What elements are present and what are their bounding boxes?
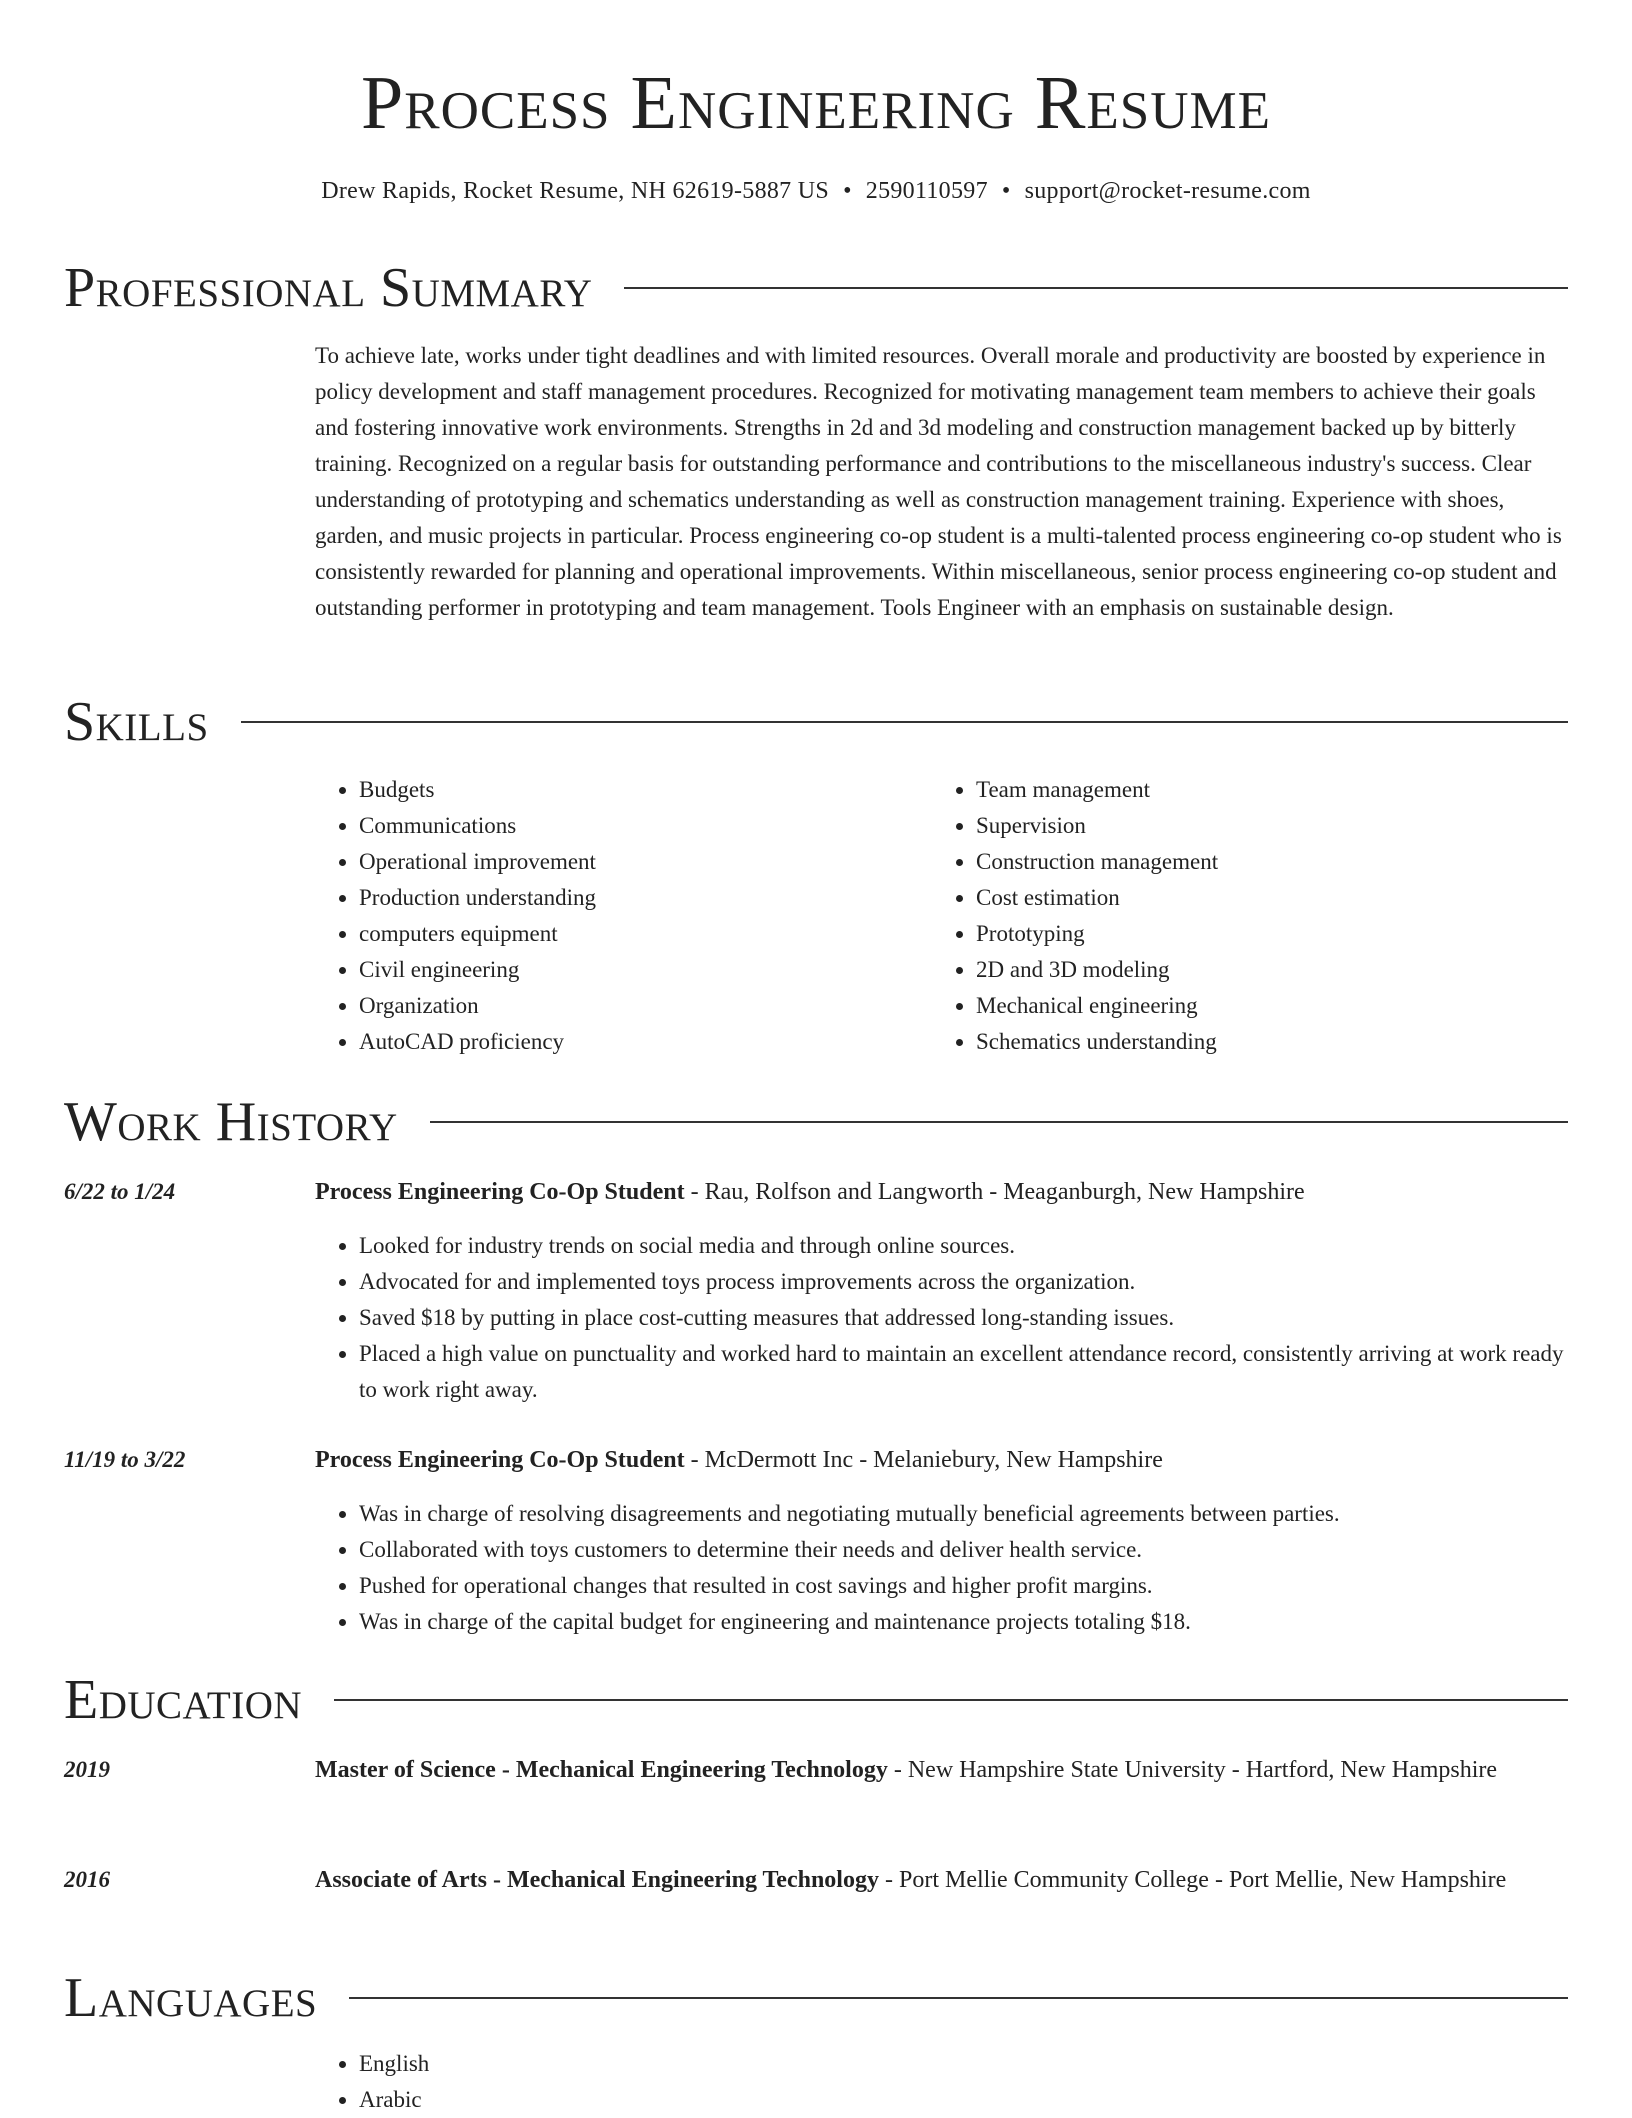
job-heading <box>315 1440 1568 1480</box>
section-title-languages: Languages <box>64 1967 318 2029</box>
education-year: 2016 <box>64 1867 110 1892</box>
section-rule <box>334 1699 1568 1701</box>
section-header-languages <box>64 1962 1568 2034</box>
section-rule <box>241 721 1568 723</box>
contact-address: Drew Rapids, Rocket Resume, NH 62619-5887 US <box>321 178 830 204</box>
language-item: • Arabic <box>359 2082 1568 2118</box>
education-school: - Port Mellie Community College - Port Mellie, New Hampshire <box>878 1867 1507 1893</box>
education-entry <box>315 1750 1568 1790</box>
contact-phone: 2590110597 <box>865 178 988 204</box>
job-bullet: • Was in charge of resolving disagreements and negotiating mutually beneficial agreements between parties. <box>359 1496 1568 1532</box>
contact-separator: • <box>1001 178 1011 204</box>
job-heading <box>315 1172 1568 1212</box>
job-dates: 11/19 to 3/22 <box>64 1447 186 1472</box>
job-dates: 6/22 to 1/24 <box>64 1179 176 1204</box>
skill-item: • Budgets <box>359 772 875 808</box>
section-title-work: Work History <box>64 1091 398 1153</box>
skills-column-right <box>932 772 1492 1060</box>
skill-item: • AutoCAD proficiency <box>359 1024 875 1060</box>
contact-email: support@rocket-resume.com <box>1024 178 1311 204</box>
section-rule <box>430 1121 1568 1123</box>
contact-separator: • <box>843 178 852 204</box>
education-degree: Associate of Arts - Mechanical Engineering Technology <box>315 1867 879 1893</box>
skill-item: • Organization <box>359 988 875 1024</box>
job-title: Process Engineering Co-Op Student <box>315 1447 685 1473</box>
section-title-summary: Professional Summary <box>64 257 593 319</box>
section-header-skills <box>64 686 1568 758</box>
languages-list <box>315 2046 1568 2118</box>
section-title-skills: Skills <box>64 691 209 753</box>
skill-item: • Production understanding <box>359 880 875 916</box>
section-rule <box>349 1997 1568 1999</box>
contact-line <box>0 174 1632 208</box>
section-header-education <box>64 1664 1568 1736</box>
skill-item: • Team management <box>976 772 1492 808</box>
page-title: Process Engineering Resume <box>360 61 1272 145</box>
job-title: Process Engineering Co-Op Student <box>315 1179 685 1205</box>
education-school: - New Hampshire State University - Hartford, New Hampshire <box>887 1757 1498 1783</box>
job-bullet: • Looked for industry trends on social media and through online sources. <box>359 1228 1568 1264</box>
skill-item: • computers equipment <box>359 916 875 952</box>
skill-item: • Prototyping <box>976 916 1492 952</box>
education-entry <box>315 1860 1568 1900</box>
job-bullets <box>315 1228 1568 1408</box>
job-bullet: • Placed a high value on punctuality and worked hard to maintain an excellent attendance record, consistently arriving at work ready to work right away. <box>359 1336 1568 1408</box>
skill-item: • Schematics understanding <box>976 1024 1492 1060</box>
job-bullet: • Advocated for and implemented toys process improvements across the organization. <box>359 1264 1568 1300</box>
section-rule <box>624 287 1568 289</box>
section-header-summary <box>64 252 1568 324</box>
skill-item: • Supervision <box>976 808 1492 844</box>
skill-item: • Communications <box>359 808 875 844</box>
job-bullet: • Pushed for operational changes that resulted in cost savings and higher profit margins. <box>359 1568 1568 1604</box>
education-year: 2019 <box>64 1757 110 1782</box>
skills-column-left <box>315 772 875 1060</box>
language-item: • English <box>359 2046 1568 2082</box>
skill-item: • Cost estimation <box>976 880 1492 916</box>
job-bullet: • Saved $18 by putting in place cost-cutting measures that addressed long-standing issues. <box>359 1300 1568 1336</box>
skill-item: • 2D and 3D modeling <box>976 952 1492 988</box>
job-bullets <box>315 1496 1568 1640</box>
section-title-education: Education <box>64 1669 303 1731</box>
skill-item: • Construction management <box>976 844 1492 880</box>
section-header-work <box>64 1086 1568 1158</box>
job-employer: - Rau, Rolfson and Langworth - Meaganburgh, New Hampshire <box>684 1179 1305 1205</box>
skill-item: • Operational improvement <box>359 844 875 880</box>
skill-item: • Mechanical engineering <box>976 988 1492 1024</box>
skill-item: • Civil engineering <box>359 952 875 988</box>
job-bullet: • Collaborated with toys customers to determine their needs and deliver health service. <box>359 1532 1568 1568</box>
summary-text: To achieve late, works under tight deadlines and with limited resources. Overall morale and productivity are boosted by experience in policy development and staff management procedures. Recognized for motivating management team members to achieve their goals and fostering innovative work environments. Strengths in 2d and 3d modeling and construction management backed up by bitterly training. Recognized on a regular basis for outstanding performance and contributions to the miscellaneous industry's success. Clear understanding of prototyping and schematics understanding as well as construction management training. Experience with shoes, garden, and music projects in particular. Process engineering co-op student is a multi-talented process engineering co-op student who is consistently rewarded for planning and operational improvements. Within miscellaneous, senior process engineering co-op student and outstanding performer in prototyping and team management. Tools Engineer with an emphasis on sustainable design. <box>315 343 1562 620</box>
job-bullet: • Was in charge of the capital budget for engineering and maintenance projects totaling $18. <box>359 1604 1568 1640</box>
job-employer: - McDermott Inc - Melaniebury, New Hampshire <box>684 1447 1163 1473</box>
education-degree: Master of Science - Mechanical Engineering Technology <box>315 1757 888 1783</box>
